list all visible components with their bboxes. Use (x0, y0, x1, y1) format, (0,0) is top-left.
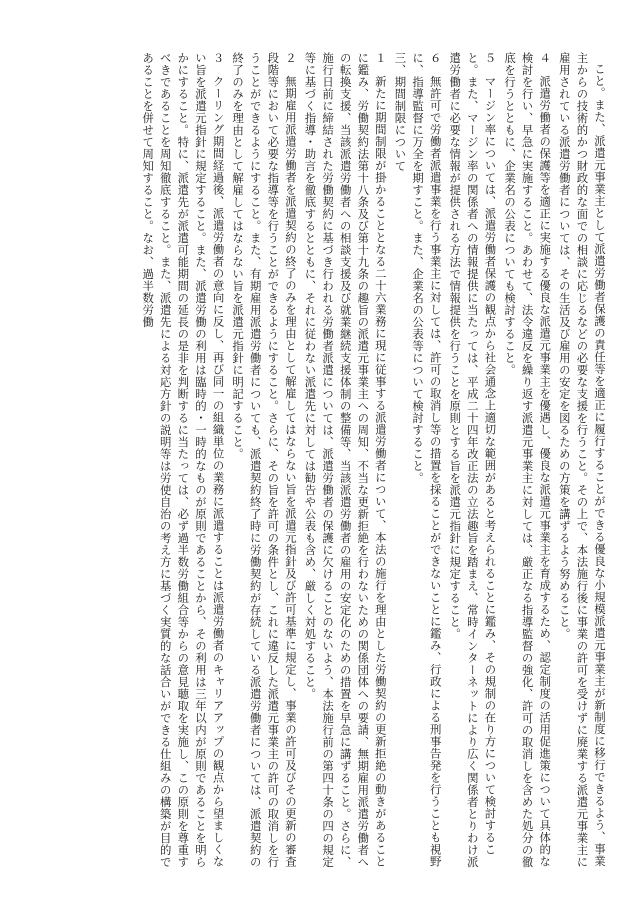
paragraph-number: ５ (483, 52, 498, 64)
numbered-paragraph-4 (500, 52, 553, 872)
item-number: ２ (283, 52, 298, 64)
paragraph-text: 無許可で労働者派遣事業を行う事業主に対しては、許可の取消し等の措置を採ることができないことに鑑み、行政による刑事告発を行うことも視野に、指導監督に万全を期すこと。また、企業名の公表等について検討すること。 (411, 52, 443, 868)
paragraph-text: こと。また、派遣元事業主として派遣労働者保護の責任等を適正に履行することができる優良な小規模派遣元事業主が新制度に移行できるよう、事業主からの技術的かつ財政的な面での相談に応じるなどの必要な支援を行うこと。その上で、本法施行後に事業の許可を受けずに廃業する派遣元事業主に雇用されている派遣労働者については、その生活及び雇用の安定を図るための方策を講ずるよう努めること。 (557, 52, 607, 868)
item-number: ３ (211, 52, 226, 64)
numbered-paragraph-6 (408, 52, 443, 872)
numbered-item-2 (229, 52, 299, 872)
section-title: 期間制限について (393, 76, 408, 172)
paragraph-number: ６ (428, 52, 443, 64)
numbered-paragraph-5 (446, 52, 499, 872)
paragraph-text: マージン率については、派遣労働者保護の観点から社会通念上適切な範囲があると考えられることに鑑み、その規制の在り方について検討すること。また、マージン率の関係者への情報提供に当たっては、平成二十四年改正法の立法趣旨を踏まえ、常時インターネットにより広く関係者とりわけ派遣労働者に必要な情報が提供される方法で情報提供を行うことを原則とする旨を派遣元指針に規定すること。 (448, 52, 498, 868)
section-label: 三、 (393, 52, 408, 76)
item-text: 無期雇用派遣労働者を派遣契約の終了のみを理由として解雇してはならない旨を派遣元指針及び許可基準に規定し、事業の許可及びその更新の審査段階等において必要な指導等を行うことができるようにすること。さらに、その旨を許可の条件とし、これに違反した派遣元事業主の許可の取消しを行うことができるようにすること。また、有期雇用派遣労働者についても、派遣契約終了時に労働契約が存続している派遣労働者については、派遣契約の終了のみを理由として解雇してはならない旨を派遣元指針に明記すること。 (231, 52, 298, 868)
item-text: 新たに期間制限が掛かることとなる二十六業務に現に従事する派遣労働者について、本法の施行を理由とした労働契約の更新拒絶の動きがあることに鑑み、労働契約法第十八条及び第十九条の趣旨の派遣元事業主への周知、不当な更新拒絶を行わないための関係団体への要請、無期雇用派遣労働者への転換支援、当該派遣労働者への相談支援及び就業継続支援体制の整備等、当該派遣労働者の雇用の安定化のための措置を早急に講ずること。さらに、施行日前に締結された労働契約に基づき行われる労働者派遣については、派遣労働者の保護に欠けることのないよう、本法施行前の第四十条の四の規定等に基づく指導・助言を徹底するとともに、それに従わない派遣先に対しては勧告や公表も含め、厳しく対処すること。 (303, 52, 388, 868)
section-heading (391, 52, 409, 872)
item-text: クーリング期間経過後、派遣労働者の意向に反し、再び同一の組織単位の業務に派遣することは派遣労働者のキャリアアップの観点から望ましくない旨を派遣元指針に規定すること。また、派遣労働の利用は臨時的・一時的なものが原則であることから、その利用は三年以内が原則であることを明らかにすること。特に、派遣先が派遣可能期間の延長の是非を判断するに当たっては、必ず過半数労働組合等からの意見聴取を実施し、この原則を尊重すべきであることを周知徹底すること。また、派遣先による対応方針の説明等は労使自治の考え方に基づく実質的な話合いができる仕組みの構築が目的であることを併せて周知すること。なお、過半数労働 (141, 52, 226, 868)
vertical-text-body (18, 52, 608, 872)
paragraph-continuation (555, 52, 608, 872)
numbered-item-1 (301, 52, 389, 872)
numbered-item-3 (139, 52, 227, 872)
paragraph-number: ４ (538, 52, 553, 64)
item-number: １ (373, 52, 388, 64)
paragraph-text: 派遣労働者の保護等を適正に実施する優良な派遣元事業主を優遇し、優良な派遣元事業主を育成するため、認定制度の活用促進策について具体的な検討を行い、早急に実施すること。あわせて、法令違反を繰り返す派遣元事業主に対しては、厳正なる指導監督の強化、許可の取消しを含めた処分の徹底を行うとともに、企業名の公表についても検討すること。 (503, 52, 553, 868)
